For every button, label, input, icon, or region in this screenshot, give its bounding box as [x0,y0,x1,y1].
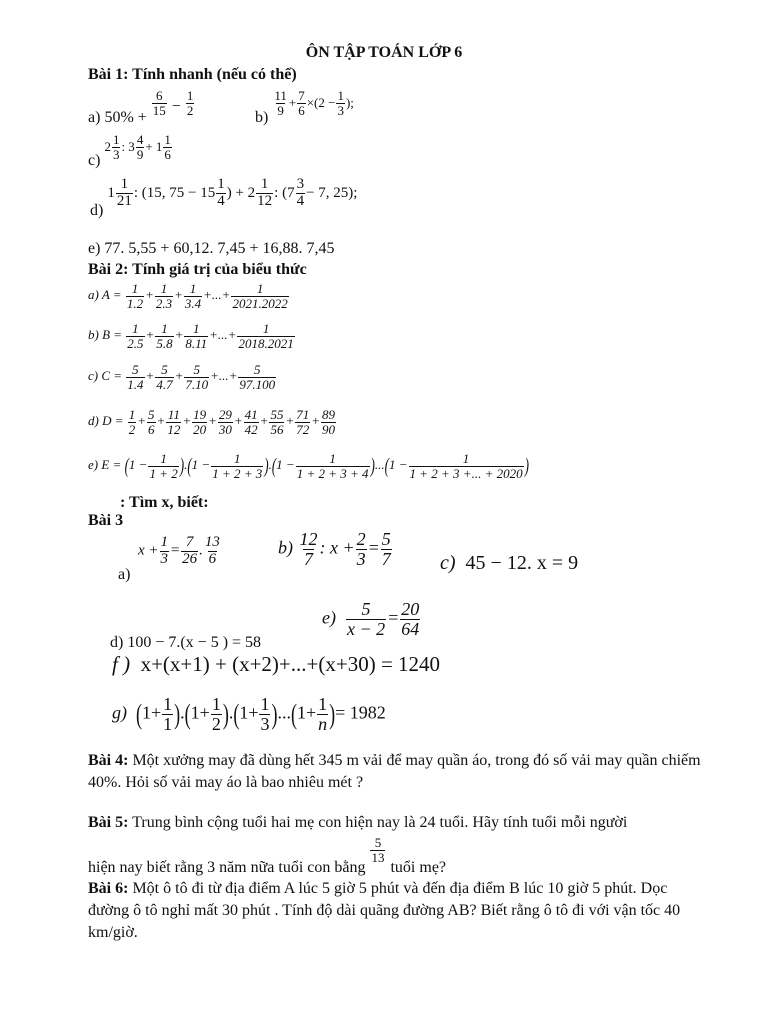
fraction: $\frac{1}{4}$ [217,176,225,209]
fraction: $\frac{1}{2021.2022}$ [232,281,288,311]
fraction: $\frac{6}{15}$ [152,88,166,118]
expr-part: : 3 [121,138,135,154]
fraction: $\frac{5}{13}$ [371,835,385,865]
bai3-b: b) $\frac{12}{7}$ : x + $\frac{2}{3}$ = $\frac{5}{7}$ [278,529,391,569]
bai5-text2: hiện nay biết rằng 3 năm nữa tuổi con bằng [88,858,366,876]
fraction: $\frac{1}{1.2}$ [126,281,144,311]
expr-lhs: a) A = [88,287,122,303]
fraction: $\frac{20}{64}$ [401,599,420,639]
bai5-line1 [88,814,627,832]
expr-lhs: b) B = [88,327,123,343]
fraction: $\frac{5}{x - 2}$ [346,599,386,639]
fraction: $\frac{1}{3.4}$ [184,281,202,311]
bai2-heading: Bài 2: Tính giá trị của biểu thức [88,261,307,278]
fraction: $\frac{5}{7.10}$ [185,362,209,392]
bai2-b: b) B = $\frac{1}{2.5}$ + $\frac{1}{5.8}$ + $\frac{1}{8.11}$ +...+ $\frac{1}{2018.2021}$ [88,321,294,351]
fraction: $\frac{1}{6}$ [164,132,171,162]
bai3-f: f ) x+(x+1) + (x+2)+...+(x+30) = 1240 [112,652,441,676]
fraction: $\frac{1}{3}$ [112,132,120,162]
fraction: $\frac{1}{3}$ [260,694,270,734]
expr-part: : (7 [274,184,295,201]
bai6 [88,878,708,944]
bai3-g: g) (1+ $\frac{1}{1}$ ).(1+ $\frac{1}{2}$ ).(1+ $\frac{1}{3}$ )...(1+ $\frac{1}{n}$ )= 1982 [112,694,386,734]
bai5-line2 [88,835,447,876]
fraction: $\frac{1}{21}$ [116,176,132,209]
dots: +...+ [210,368,238,384]
expr-part: 50% + [104,108,147,126]
bai2-d: d) D = $\frac{1}{2}$ + $\frac{5}{6}$ + $\frac{11}{12}$ + $\frac{19}{20}$ + $\frac{29}{30}$ + $\frac{41}{42}$ + $\frac{55}{56}$ + $\frac{71}{72}$ + $\frac{89}{90}$ [88,407,335,437]
bai1-d [90,176,358,219]
fraction: $\frac{11}{12}$ [167,407,181,437]
fraction: $\frac{71}{72}$ [296,407,310,437]
bai3-find-x: : Tìm x, biết: [120,494,209,511]
fraction: $\frac{7}{26}$ [182,534,198,567]
label: a) [88,108,101,126]
fraction: $\frac{1}{2}$ [186,88,194,118]
bai5-text3: tuổi mẹ? [390,858,447,876]
expr-lhs: d) D = [88,413,124,429]
bai2-a: a) A = $\frac{1}{1.2}$ + $\frac{1}{2.3}$ + $\frac{1}{3.4}$ +...+ $\frac{1}{2021.2022}$ [88,281,288,311]
label: b) [255,108,269,126]
expr-part: ) + 2 [226,184,256,201]
label: d) [90,201,104,219]
expr-part: − 7, 25); [306,184,358,201]
fraction: $\frac{1}{2}$ [211,694,221,734]
fraction: $\frac{12}{7}$ [299,529,318,569]
expr-part: ×(2 − [306,94,336,110]
expr-lhs: e) E = [88,457,122,473]
fraction: $\frac{5}{1.4}$ [127,362,144,392]
bai6-text: Một ô tô đi từ địa điểm A lúc 5 giờ 5 phút và đến địa điểm B lúc 10 giờ 5 phút. Dọc đường ô tô nghỉ mất 30 phút . Tính độ dài quãng đường AB? Biết rằng ô tô đi với vận tốc 40 km/giờ. [88,880,681,941]
fraction: $\frac{5}{4.7}$ [156,362,173,392]
fraction: $\frac{13}{6}$ [204,534,220,567]
fraction: $\frac{1}{1 + 2 + 3 + 4}$ [296,451,369,481]
fraction: $\frac{1}{8.11}$ [185,321,208,351]
fraction: $\frac{1}{2}$ [128,407,136,437]
fraction: $\frac{3}{4}$ [296,176,305,209]
fraction: $\frac{19}{20}$ [193,407,207,437]
bai3-a: x + $\frac{1}{3}$ = $\frac{7}{26}$ . $\frac{13}{6}$ [138,534,220,567]
dots: +...+ [203,287,231,303]
bai4 [88,750,708,794]
fraction: $\frac{1}{5.8}$ [156,321,173,351]
bai6-label: Bài 6: [88,880,129,897]
bai3-e: e) $\frac{5}{x - 2}$ = $\frac{20}{64}$ [322,599,420,639]
expr-part: 2 [104,138,111,154]
bai4-text: Một xưởng may đã dùng hết 345 m vải để may quần áo, trong đó số vải may quần chiếm 40%. Hỏi số vải may áo là bao nhiêu mét ? [88,752,701,791]
bai2-c: c) C = $\frac{5}{1.4}$ + $\frac{5}{4.7}$ + $\frac{5}{7.10}$ +...+ $\frac{5}{97.100}$ [88,362,276,392]
bai3-heading: Bài 3 [88,512,124,529]
fraction: $\frac{5}{6}$ [148,407,155,437]
fraction: $\frac{1}{n}$ [318,694,328,734]
bai5-text1: Trung bình cộng tuổi hai mẹ con hiện nay là 24 tuổi. Hãy tính tuổi mỗi người [132,814,628,831]
expr-part: : (15, 75 − 15 [133,184,216,201]
expr-lhs: c) C = [88,368,123,384]
fraction: $\frac{11}{9}$ [274,88,287,118]
bai3-c: c) 45 − 12. x = 9 [440,552,579,574]
bai4-label: Bài 4: [88,752,129,769]
page-title: ÔN TẬP TOÁN LỚP 6 [305,44,463,61]
fraction: $\frac{4}{9}$ [136,132,144,162]
bai1-a [88,88,195,126]
expr-part: − [171,97,181,115]
dots: +...+ [209,327,237,343]
fraction: $\frac{5}{7}$ [381,529,391,569]
expr-part: 1 [107,184,115,201]
fraction: $\frac{1}{3}$ [160,534,169,567]
fraction: $\frac{41}{42}$ [244,407,258,437]
fraction: $\frac{7}{6}$ [298,88,305,118]
fraction: $\frac{1}{2.3}$ [155,281,173,311]
label: c) [88,151,101,169]
bai1-e: e) 77. 5,55 + 60,12. 7,45 + 16,88. 7,45 [88,240,335,257]
fraction: $\frac{1}{1}$ [163,694,173,734]
fraction: $\frac{1}{1 + 2 + 3 +... + 2020}$ [409,451,523,481]
expr-part: + [288,94,297,110]
fraction: $\frac{89}{90}$ [322,407,335,437]
bai1-b [255,88,354,126]
bai1-heading: Bài 1: Tính nhanh (nếu có thể) [88,66,297,83]
fraction: $\frac{1}{12}$ [257,176,273,209]
fraction: $\frac{1}{2018.2021}$ [238,321,294,351]
fraction: $\frac{55}{56}$ [270,407,284,437]
bai3-a-label: a) [118,566,131,583]
bai1-c [88,132,173,169]
fraction: $\frac{1}{3}$ [337,88,344,118]
fraction: $\frac{1}{1 + 2}$ [149,451,178,481]
bai3-d: d) 100 − 7.(x − 5 ) = 58 [110,634,262,651]
bai5-label: Bài 5: [88,814,129,831]
fraction: $\frac{1}{1 + 2 + 3}$ [212,451,263,481]
fraction: $\frac{5}{97.100}$ [239,362,276,392]
bai2-e: e) E = (1 − $\frac{1}{1 + 2}$ ).(1 − $\frac{1}{1 + 2 + 3}$ ).(1 − $\frac{1}{1 + 2 + 3 + 4}$ )...(1 − $\frac{1}{1 + 2 + 3 +... + 2020}$ ) [88,451,529,481]
expr-part: ); [345,94,354,110]
expr-part: + 1 [145,138,163,154]
fraction: $\frac{29}{30}$ [218,407,232,437]
fraction: $\frac{1}{2.5}$ [127,321,144,351]
fraction: $\frac{2}{3}$ [356,529,366,569]
